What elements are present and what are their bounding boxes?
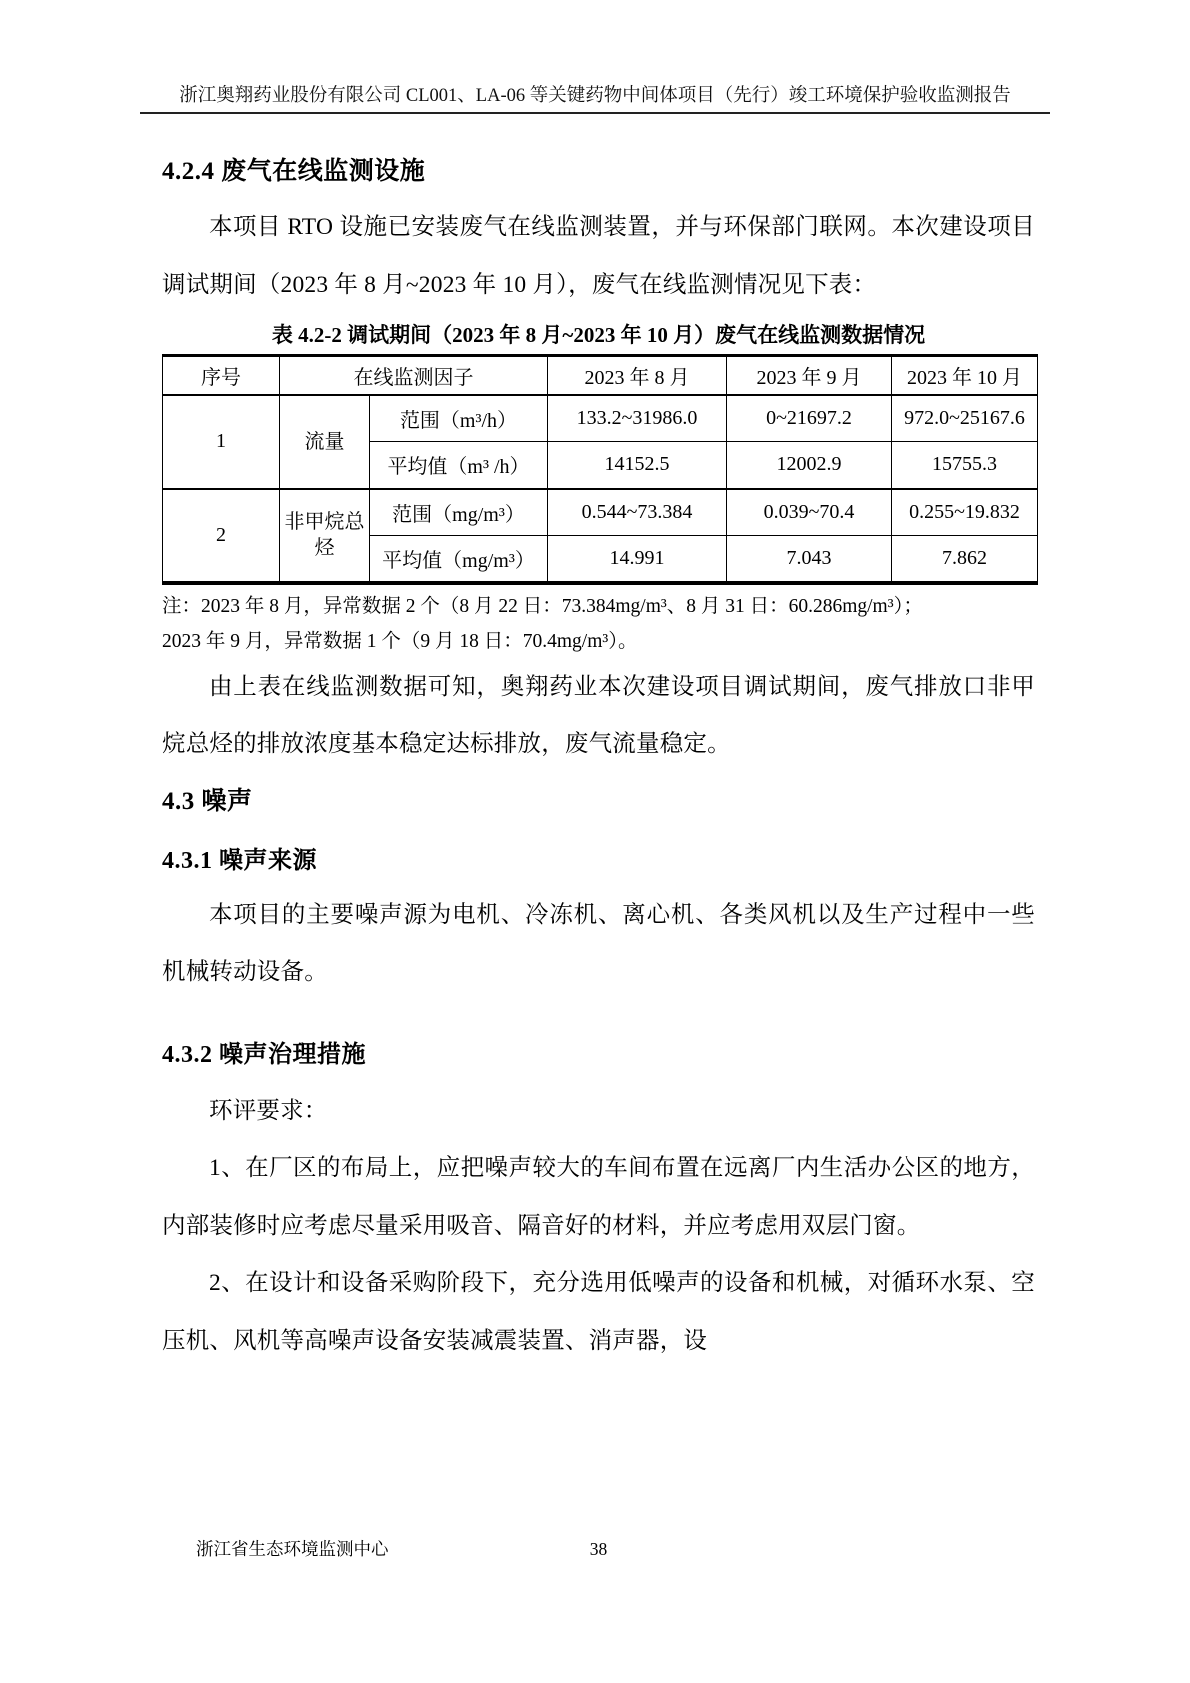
cell-value: 0.255~19.832 bbox=[892, 489, 1038, 536]
cell-serial-2: 2 bbox=[163, 489, 280, 583]
section-heading-4-3: 4.3 噪声 bbox=[162, 787, 253, 815]
cell-value: 7.862 bbox=[892, 536, 1038, 583]
cell-value: 14152.5 bbox=[548, 442, 727, 489]
table-note-line2: 2023 年 9 月，异常数据 1 个（9 月 18 日：70.4mg/m³）。 bbox=[162, 630, 638, 652]
paragraph-noise-measure-1: 1、在厂区的布局上，应把噪声较大的车间布置在远离厂内生活办公区的地方，内部装修时应考虑尽量采用吸音、隔音好的材料，并应考虑用双层门窗。 bbox=[162, 1155, 1035, 1239]
col-header-aug-2023: 2023 年 8 月 bbox=[548, 356, 727, 395]
col-header-sep-2023: 2023 年 9 月 bbox=[727, 356, 892, 395]
cell-stat-label: 平均值（m³ /h） bbox=[370, 442, 548, 489]
cell-value: 12002.9 bbox=[727, 442, 892, 489]
table-row-nmhc-range bbox=[163, 489, 1038, 536]
cell-factor-flow: 流量 bbox=[280, 395, 370, 489]
section-heading-4-3-2: 4.3.2 噪声治理措施 bbox=[162, 1041, 366, 1068]
cell-value: 14.991 bbox=[548, 536, 727, 583]
table-note bbox=[162, 589, 1035, 659]
paragraph-eia-requirement-label: 环评要求： bbox=[209, 1097, 328, 1124]
cell-value: 0.039~70.4 bbox=[727, 489, 892, 536]
cell-serial-1: 1 bbox=[163, 395, 280, 489]
col-header-oct-2023: 2023 年 10 月 bbox=[892, 356, 1038, 395]
cell-stat-label: 范围（m³/h） bbox=[370, 395, 548, 442]
running-header: 浙江奥翔药业股份有限公司 CL001、LA-06 等关键药物中间体项目（先行）竣工环境保护验收监测报告 bbox=[179, 86, 1011, 106]
online-monitoring-data-table bbox=[162, 354, 1038, 585]
cell-value: 972.0~25167.6 bbox=[892, 395, 1038, 442]
header-divider bbox=[140, 112, 1050, 114]
cell-value: 133.2~31986.0 bbox=[548, 395, 727, 442]
cell-value: 0~21697.2 bbox=[727, 395, 892, 442]
table-note-line1: 注：2023 年 8 月，异常数据 2 个（8 月 22 日：73.384mg/m³、8 月 31 日：60.286mg/m³）； bbox=[162, 595, 923, 617]
page-content bbox=[162, 154, 1035, 1370]
section-heading-4-3-1: 4.3.1 噪声来源 bbox=[162, 847, 317, 874]
page-footer bbox=[162, 1538, 1035, 1560]
col-header-factor: 在线监测因子 bbox=[280, 356, 548, 395]
cell-stat-label: 范围（mg/m³） bbox=[370, 489, 548, 536]
paragraph-online-monitoring-conclusion: 由上表在线监测数据可知，奥翔药业本次建设项目调试期间，废气排放口非甲烷总烃的排放浓度基本稳定达标排放，废气流量稳定。 bbox=[162, 673, 1035, 757]
section-heading-4-2-4: 4.2.4 废气在线监测设施 bbox=[162, 158, 426, 185]
cell-factor-nmhc: 非甲烷总烃 bbox=[280, 489, 370, 583]
paragraph-noise-sources: 本项目的主要噪声源为电机、冷冻机、离心机、各类风机以及生产过程中一些机械转动设备。 bbox=[162, 901, 1035, 985]
footer-organization: 浙江省生态环境监测中心 bbox=[196, 1539, 389, 1559]
table-row-flow-range bbox=[163, 395, 1038, 442]
paragraph-noise-measure-2: 2、在设计和设备采购阶段下，充分选用低噪声的设备和机械，对循环水泵、空压机、风机等高噪声设备安装减震装置、消声器，设 bbox=[162, 1270, 1035, 1354]
paragraph-online-monitoring-intro: 本项目 RTO 设施已安装废气在线监测装置，并与环保部门联网。本次建设项目调试期间（2023 年 8 月~2023 年 10 月），废气在线监测情况见下表： bbox=[162, 214, 1035, 298]
cell-value: 0.544~73.384 bbox=[548, 489, 727, 536]
cell-value: 7.043 bbox=[727, 536, 892, 583]
col-header-serial: 序号 bbox=[163, 356, 280, 395]
table-4-2-2-title: 表 4.2-2 调试期间（2023 年 8 月~2023 年 10 月）废气在线监测数据情况 bbox=[271, 323, 926, 347]
cell-stat-label: 平均值（mg/m³） bbox=[370, 536, 548, 583]
cell-value: 15755.3 bbox=[892, 442, 1038, 489]
page-number: 38 bbox=[589, 1539, 608, 1559]
table-header-row bbox=[163, 356, 1038, 395]
